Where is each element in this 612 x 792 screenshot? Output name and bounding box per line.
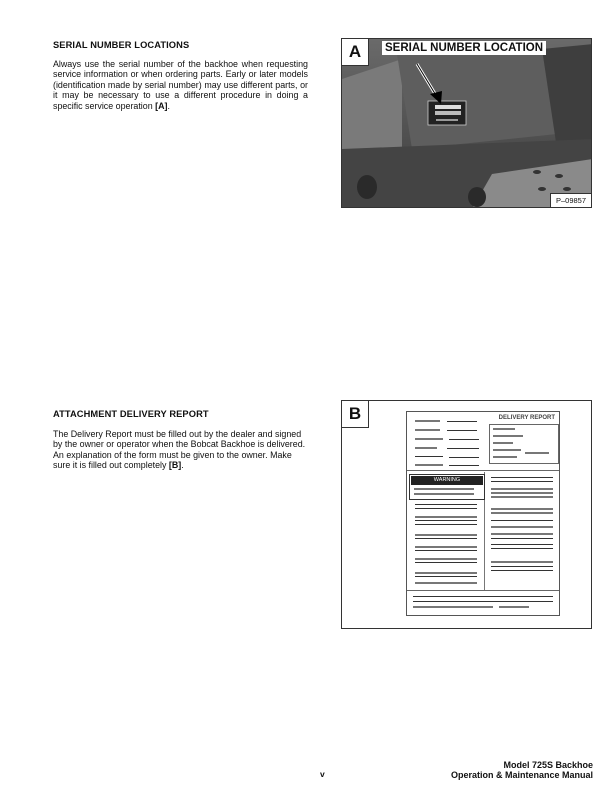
warning-label: WARNING <box>411 476 483 485</box>
period: . <box>167 100 170 111</box>
model-line: Model 725S Backhoe <box>503 760 593 770</box>
figure-label-a: A <box>342 39 369 66</box>
figure-ref-b: [B] <box>168 460 182 471</box>
serial-number-callout: SERIAL NUMBER LOCATION <box>382 41 546 55</box>
body-text: The Delivery Report must be filled out by the dealer and signed by the owner or operator when the Bobcat Backhoe is delivered. An explanation of the form must be given to the owner. Make sure it is filled out completely <box>53 429 306 471</box>
period: . <box>181 460 184 471</box>
section-heading-delivery-report: ATTACHMENT DELIVERY REPORT <box>53 409 209 419</box>
section-heading-serial-number: SERIAL NUMBER LOCATIONS <box>53 40 190 50</box>
figure-label-b: B <box>342 401 369 428</box>
photo-number: P–09857 <box>550 193 591 207</box>
body-text: Always use the serial number of the backhoe when requesting service information or when ordering parts. Early or later models (identification made by serial number) may use different parts, or it may be necessary to use a different procedure in doing a specific service operation <box>53 59 308 111</box>
form-title: DELIVERY REPORT <box>498 415 555 421</box>
backhoe-photo-illustration <box>342 39 592 208</box>
figure-ref-a: [A] <box>155 100 168 111</box>
form-dealer-box <box>489 424 559 464</box>
page-number: v <box>320 769 325 779</box>
figure-a-photo <box>341 38 592 208</box>
manual-title <box>451 760 593 780</box>
warning-box <box>409 474 485 500</box>
delivery-report-form-illustration <box>406 411 560 616</box>
serial-plate-photo <box>342 39 591 207</box>
figure-b-delivery-report <box>341 400 592 629</box>
section-body-delivery-report <box>53 429 308 471</box>
manual-line: Operation & Maintenance Manual <box>450 770 593 780</box>
section-body-serial-number <box>53 59 308 111</box>
